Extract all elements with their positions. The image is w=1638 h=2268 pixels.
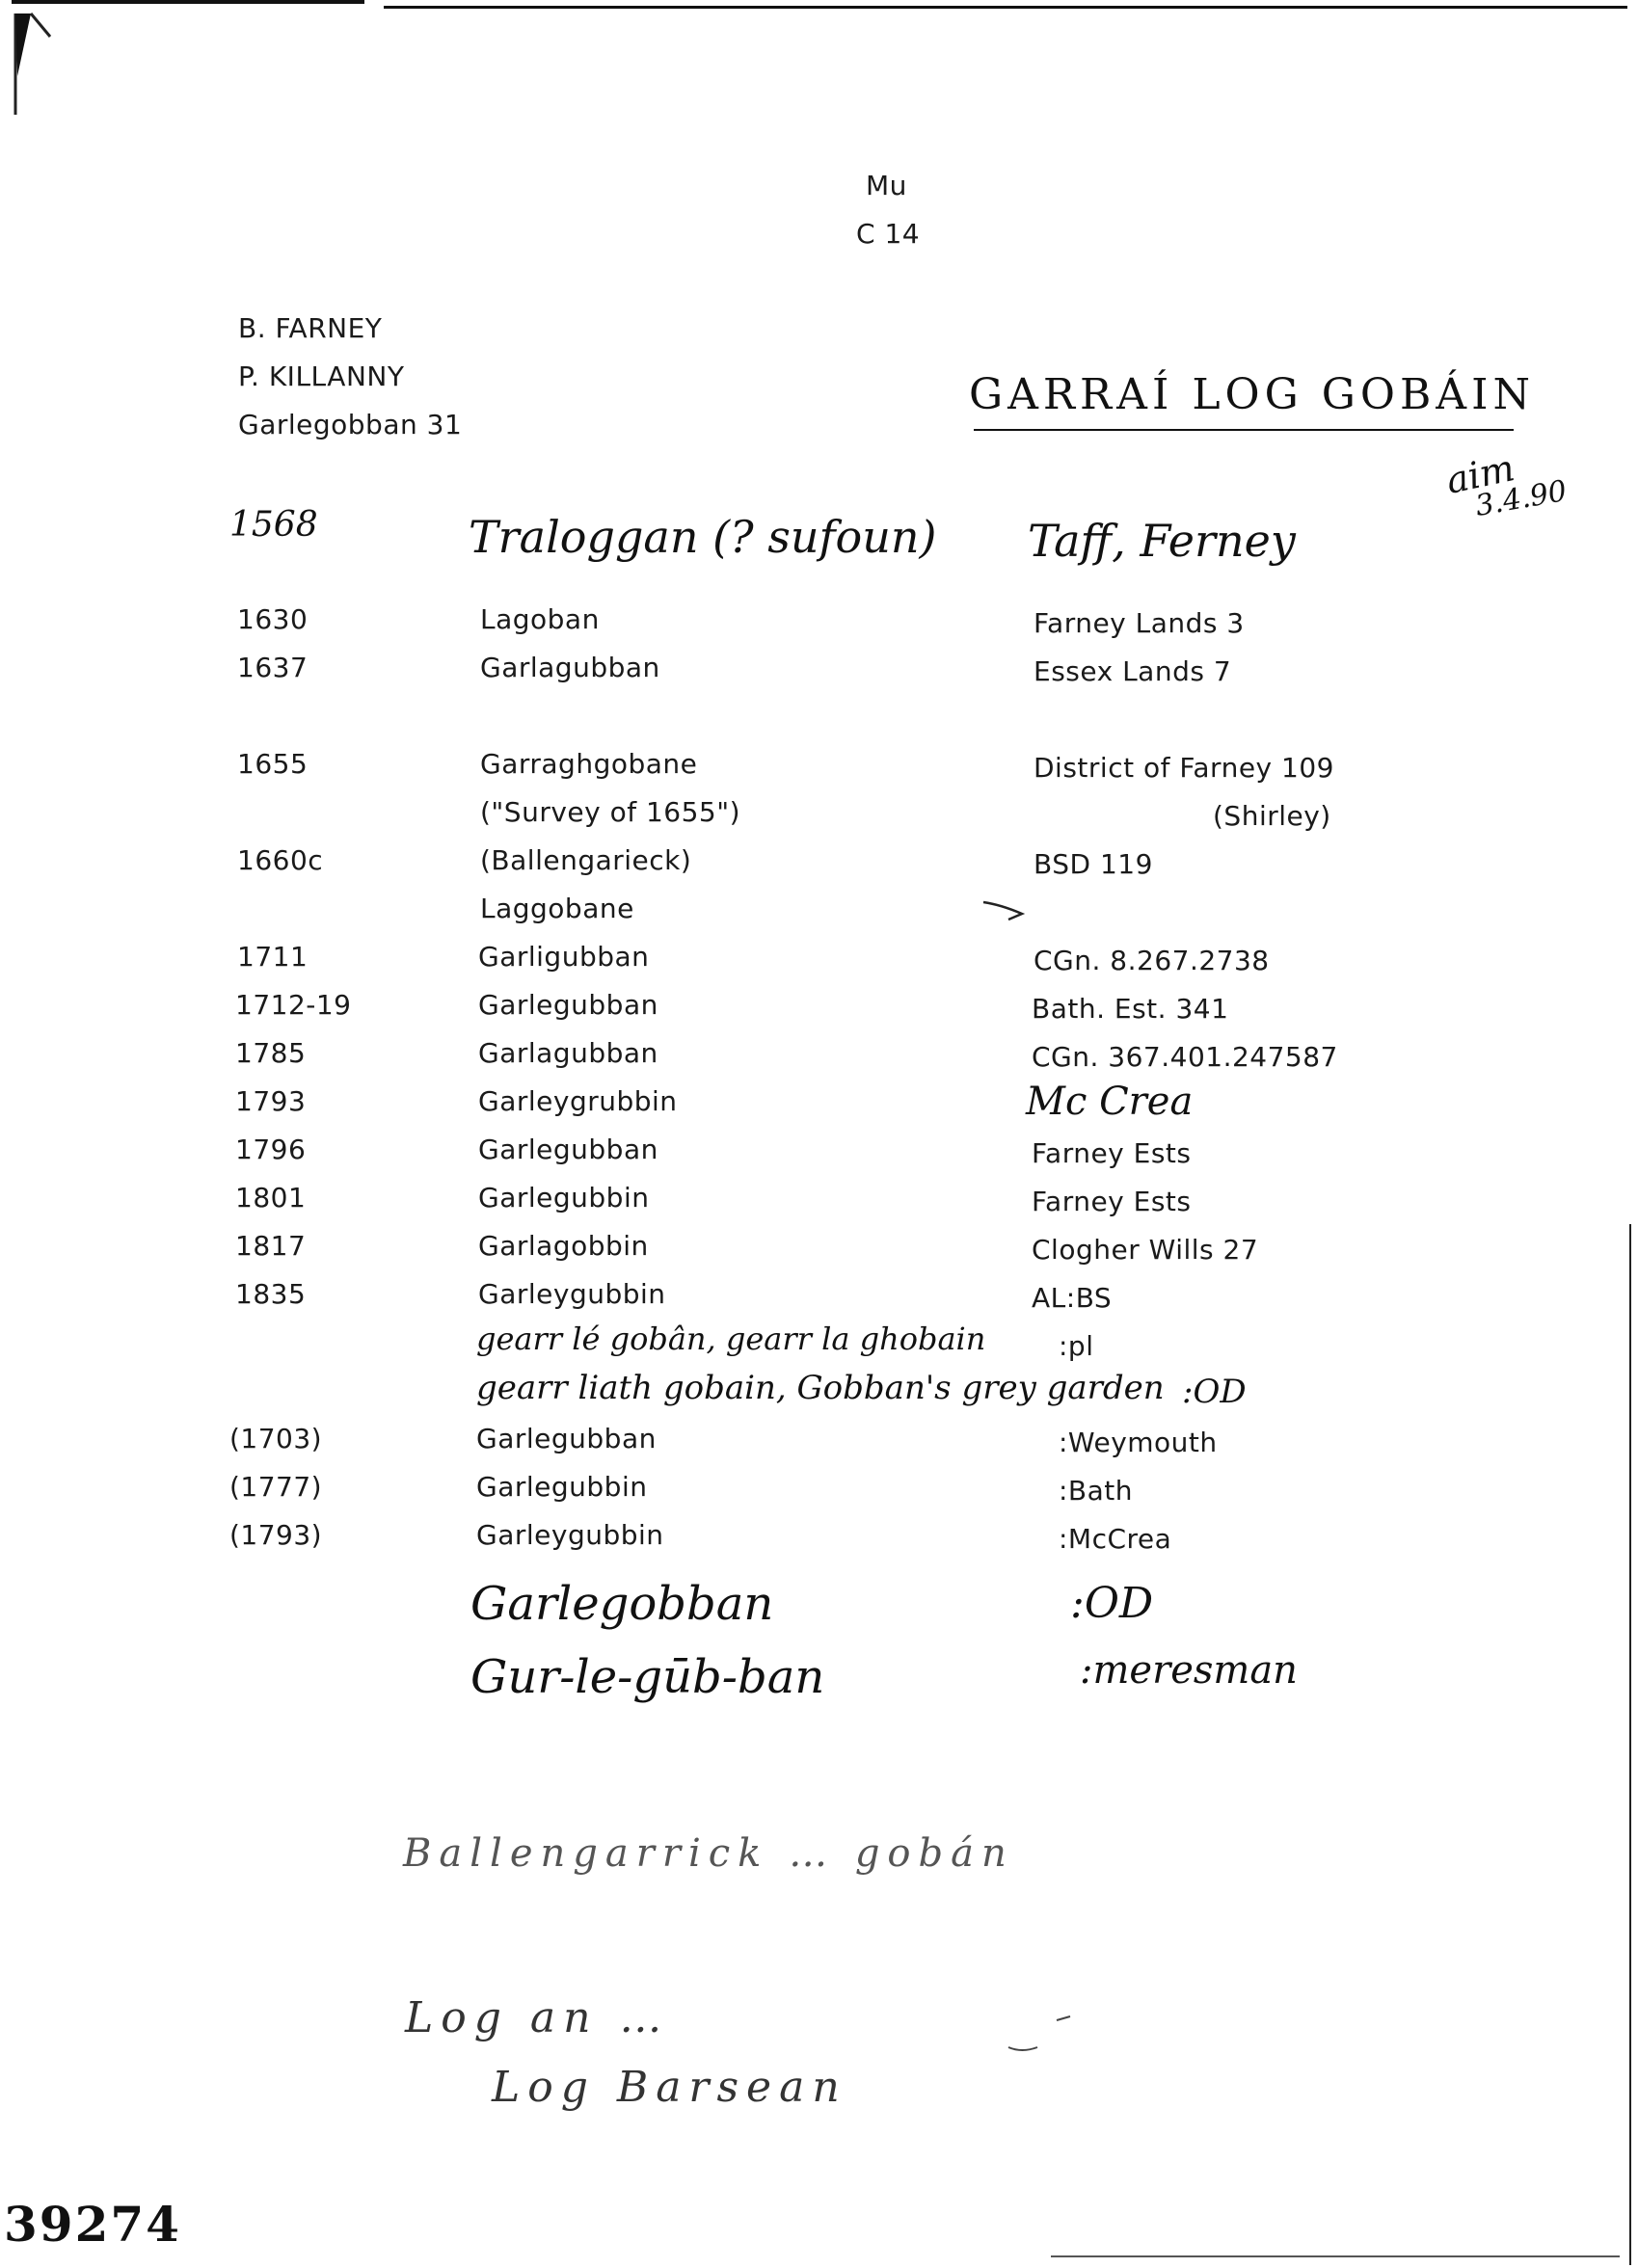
row-year: (1703) [229,1423,323,1454]
row-year: 1568 [229,505,318,545]
row-form: Garleygrubbin [478,1085,678,1117]
row-form: Garligubban [478,941,650,973]
row-form: (Ballengarieck) [480,844,692,876]
row-year: (1777) [229,1471,323,1503]
row-year: 1796 [235,1134,307,1165]
row-source: Bath. Est. 341 [1032,993,1229,1025]
row-source: :OD [1182,1373,1247,1411]
row-form: Garlegubbin [476,1471,648,1503]
row-source: :Bath [1059,1475,1134,1507]
handwritten-arrow [980,894,1028,923]
row-form: Garlagobbin [478,1230,649,1262]
row-form: Garlegubban [476,1423,657,1454]
row-year: 1660c [237,844,324,876]
row-source: Farney Lands 3 [1034,607,1245,639]
row-form: Laggobane [480,893,634,924]
row-year: 1835 [235,1278,307,1310]
row-source: CGn. 367.401.247587 [1032,1041,1338,1073]
row-form: Garraghgobane [480,748,698,780]
parish-label: P. KILLANNY [238,360,405,392]
row-source: AL:BS [1032,1282,1113,1314]
pencil-mark [1003,2009,1080,2057]
row-year: 1793 [235,1085,307,1117]
barony-label: B. FARNEY [238,312,383,344]
faint-note-1: Ballengarrick … gobán [403,1831,1014,1876]
row-year: 1655 [237,748,309,780]
row-form: Garleygubbin [476,1519,664,1551]
row-source: :pl [1059,1330,1094,1362]
row-form: Garleygubbin [478,1278,666,1310]
row-form: gearr liath gobain, Gobban's grey garden [476,1369,1165,1407]
row-source: CGn. 8.267.2738 [1034,945,1270,976]
row-year: 1817 [235,1230,307,1262]
row-year: 1637 [237,652,309,683]
row-source: Mc Crea [1026,1080,1194,1124]
townland-label: Garlegobban 31 [238,409,463,440]
row-source: Farney Ests [1032,1137,1192,1169]
row-form: ("Survey of 1655") [480,796,741,828]
row-form: Traloggan (? sufoun) [469,511,937,563]
right-edge-line [1629,1224,1631,2265]
handwritten-source-2: :meresman [1080,1648,1298,1693]
row-year: 1630 [237,603,309,635]
row-year: 1785 [235,1037,307,1069]
bottom-rule [1051,2255,1620,2257]
row-source: :Weymouth [1059,1427,1218,1458]
faint-note-3: Log Barsean [492,2063,847,2112]
row-source: :McCrea [1059,1523,1172,1555]
row-year: (1793) [229,1519,323,1551]
date: 3.4.90 [1472,473,1570,524]
irish-form: GARRAÍ LOG GOBÁIN [969,370,1535,419]
row-source: (Shirley) [1213,800,1331,832]
header-code-2: C 14 [856,218,921,250]
header-code-1: Mu [866,170,907,201]
handwritten-form-2: Gur-le-gūb-ban [470,1650,825,1704]
corner-mark [10,4,67,120]
row-form: Lagoban [480,603,600,635]
irish-form-underline [974,429,1514,431]
row-year: 1801 [235,1182,307,1214]
row-source: Essex Lands 7 [1034,655,1232,687]
row-source: District of Farney 109 [1034,752,1334,784]
row-year: 1712-19 [235,989,352,1021]
handwritten-source-1: :OD [1070,1579,1154,1628]
row-form: Garlagubban [480,652,660,683]
archive-number: 39274 [4,2196,181,2253]
row-year: 1711 [237,941,309,973]
row-source: Clogher Wills 27 [1032,1234,1259,1266]
row-form: gearr lé gobân, gearr la ghobain [476,1321,986,1357]
row-source: BSD 119 [1034,848,1153,880]
row-source: Taff, Ferney [1028,515,1296,567]
top-rule-right [384,6,1627,9]
initials: aim [1442,446,1518,502]
handwritten-form-1: Garlegobban [470,1577,774,1631]
row-form: Garlegubbin [478,1182,650,1214]
faint-note-2: Log an … [405,1993,670,2042]
row-form: Garlagubban [478,1037,658,1069]
row-form: Garlegubban [478,989,658,1021]
row-source: Farney Ests [1032,1186,1192,1217]
row-form: Garlegubban [478,1134,658,1165]
